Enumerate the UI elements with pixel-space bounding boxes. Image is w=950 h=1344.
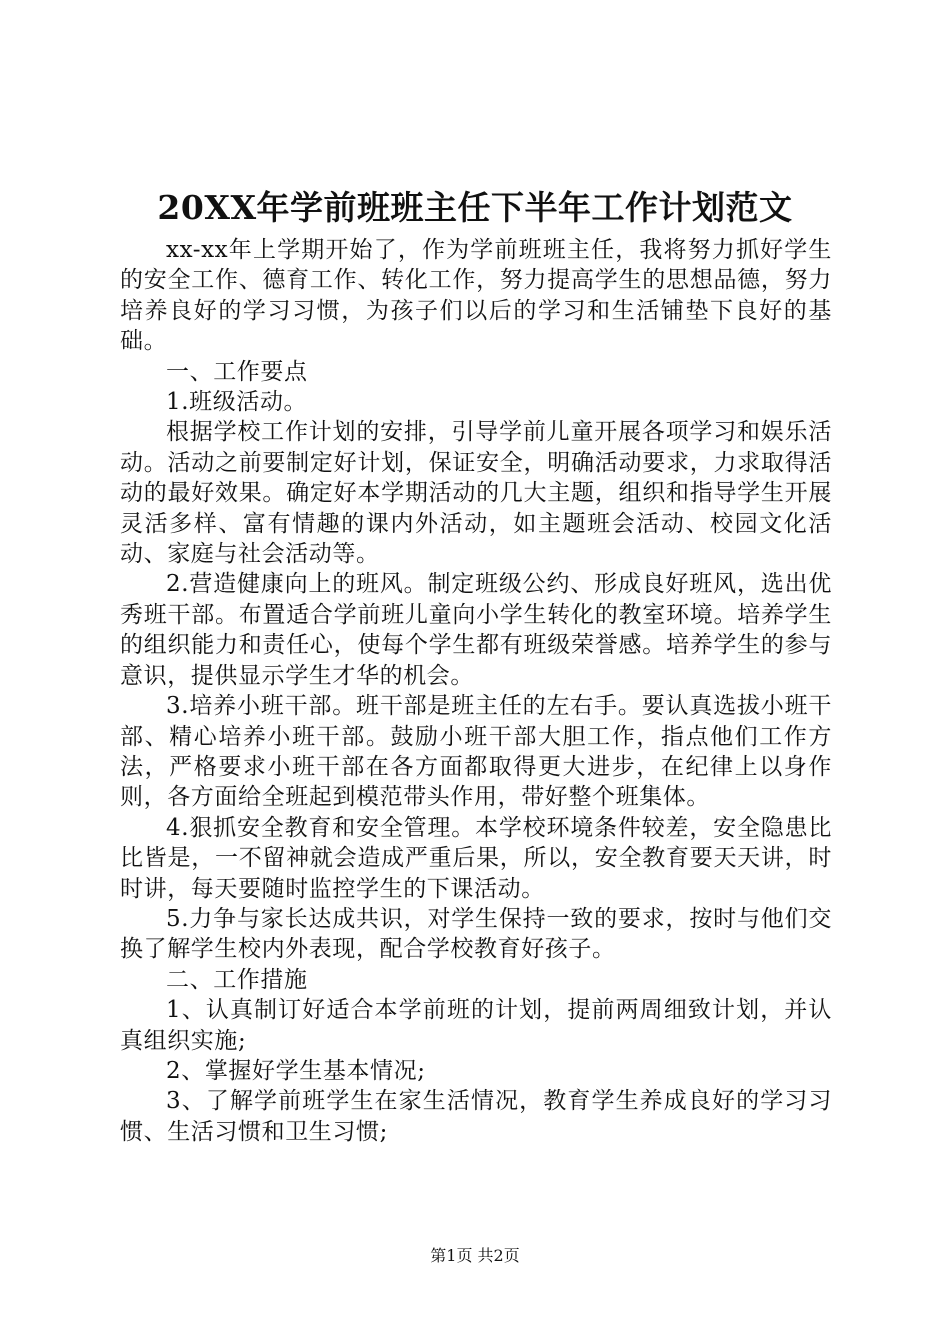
section-heading-measures: 二、工作措施 <box>166 966 308 993</box>
paragraph-measure-2: 2、掌握好学生基本情况; <box>166 1057 426 1084</box>
paragraph-class-spirit: 2.营造健康向上的班风。制定班级公约、形成良好班风，选出优秀班干部。布置适合学前班儿童向小学生转化的教室环境。培养学生的组织能力和责任心，使每个学生都有班级荣誉感。培养学生的参与意识，提供显示学生才华的机会。 <box>120 571 832 689</box>
paragraph-intro: xx-xx年上学期开始了，作为学前班班主任，我将努力抓好学生的安全工作、德育工作、转化工作，努力提高学生的思想品德，努力培养良好的学习习惯，为孩子们以后的学习和生活铺垫下良好的基础。 <box>120 237 832 355</box>
document-body <box>120 235 832 1147</box>
paragraph-safety: 4.狠抓安全教育和安全管理。本学校环境条件较差，安全隐患比比皆是，一不留神就会造成严重后果，所以，安全教育要天天讲，时时讲，每天要随时监控学生的下课活动。 <box>120 814 832 902</box>
paragraph-measure-3: 3、了解学前班学生在家生活情况，教育学生养成良好的学习习惯、生活习惯和卫生习惯; <box>120 1088 832 1145</box>
subheading-class-activities: 1.班级活动。 <box>166 389 308 416</box>
paragraph-measure-1: 1、认真制订好适合本学前班的计划，提前两周细致计划，并认真组织实施; <box>120 997 832 1054</box>
paragraph-parents: 5.力争与家长达成共识，对学生保持一致的要求，按时与他们交换了解学生校内外表现，配合学校教育好孩子。 <box>120 905 832 963</box>
section-heading-work-points: 一、工作要点 <box>166 358 308 385</box>
paragraph-class-activities: 根据学校工作计划的安排，引导学前儿童开展各项学习和娱乐活动。活动之前要制定好计划，保证安全，明确活动要求，力求取得活动的最好效果。确定好本学期活动的几大主题，组织和指导学生开展灵活多样、富有情趣的课内外活动，如主题班会活动、校园文化活动、家庭与社会活动等。 <box>120 419 832 568</box>
paragraph-class-cadres: 3.培养小班干部。班干部是班主任的左右手。要认真选拔小班干部、精心培养小班干部。鼓励小班干部大胆工作，指点他们工作方法，严格要求小班干部在各方面都取得更大进步，在纪律上以身作则，各方面给全班起到模范带头作用，带好整个班集体。 <box>120 693 832 811</box>
document-title: 20XX年学前班班主任下半年工作计划范文 <box>157 188 793 227</box>
page-number-footer: 第1页 共2页 <box>430 1246 520 1265</box>
